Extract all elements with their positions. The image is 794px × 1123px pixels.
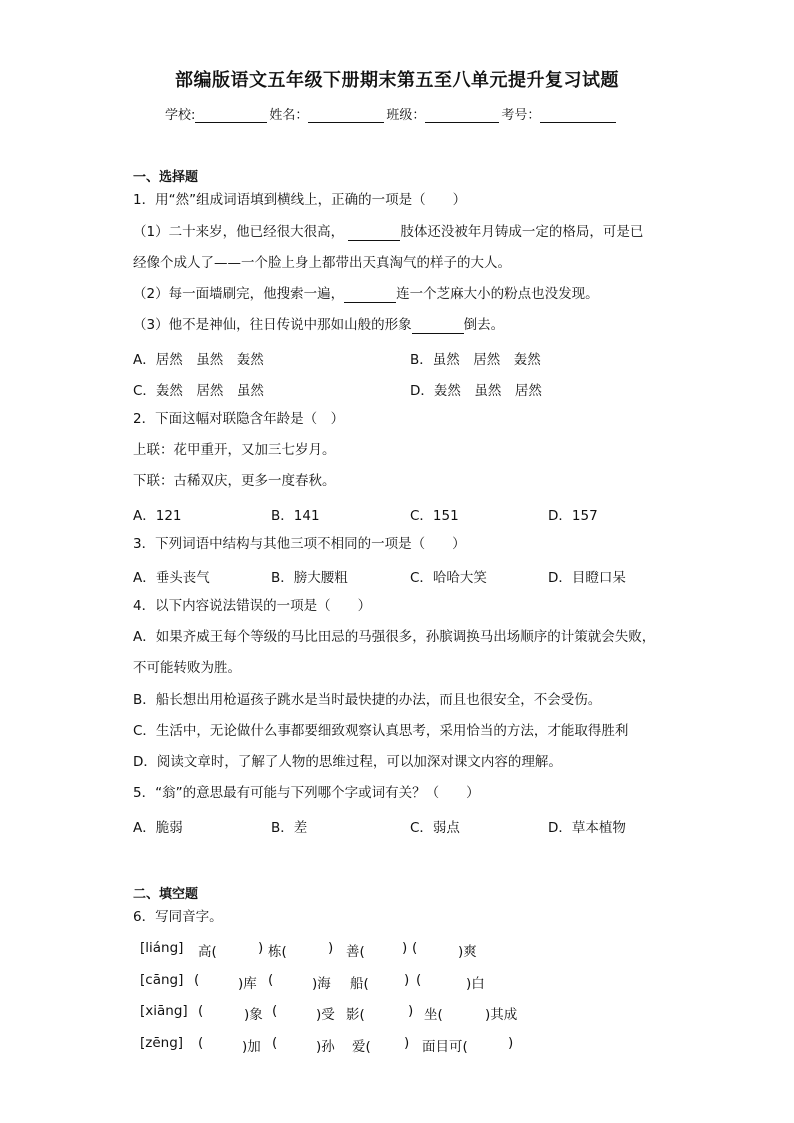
q6-text: ( <box>272 1035 278 1051</box>
q2-stem: 2．下面这幅对联隐含年龄是（ ） <box>133 411 345 427</box>
q3-option-a[interactable]: A．垂头丧气 <box>133 570 210 586</box>
section-heading-fill: 二、填空题 <box>133 887 199 902</box>
q6-text: ( <box>272 1003 278 1019</box>
school-blank[interactable] <box>195 108 267 123</box>
q1-s1-post: 肢体还没被年月铸成一定的格局，可是已 <box>400 224 644 240</box>
q1-sentence-1-cont: 经像个成人了——一个脸上身上都带出天真淘气的样子的大人。 <box>133 255 511 271</box>
pinyin-label: [zēng] <box>140 1035 184 1051</box>
q1-option-d[interactable]: D．轰然 虽然 居然 <box>410 383 542 399</box>
q6-text: ) <box>258 940 264 956</box>
pinyin-label: [xiāng] <box>140 1003 188 1019</box>
q1-blank-3[interactable] <box>412 319 464 334</box>
q3-option-d[interactable]: D．目瞪口呆 <box>548 570 626 586</box>
section-heading-choice: 一、选择题 <box>133 170 199 185</box>
q6-row <box>140 1035 540 1053</box>
q4-option-c[interactable]: C．生活中，无论做什么事都要细致观察认真思考，采用恰当的方法，才能取得胜利 <box>133 723 629 739</box>
school-label: 学校: <box>165 108 196 123</box>
student-info-line <box>165 104 618 123</box>
exam-no-blank[interactable] <box>540 108 616 123</box>
q1-blank-1[interactable] <box>348 226 400 241</box>
q6-row <box>140 1003 540 1021</box>
q5-stem: 5．“翁”的意思最有可能与下列哪个字或词有关？（ ） <box>133 785 480 801</box>
q1-blank-2[interactable] <box>344 288 396 303</box>
q5-option-b[interactable]: B．差 <box>271 820 308 836</box>
q6-text: )孙 <box>316 1039 335 1055</box>
q6-text: )库 <box>238 976 257 992</box>
q1-sentence-2 <box>133 285 599 303</box>
q2-option-c[interactable]: C．151 <box>410 508 459 524</box>
q5-option-d[interactable]: D．草本植物 <box>548 820 626 836</box>
q1-s3-pre: （3）他不是神仙，往日传说中那如山般的形象 <box>133 317 412 333</box>
q4-option-a[interactable]: A．如果齐威王每个等级的马比田忌的马强很多，孙膑调换马出场顺序的计策就会失败， <box>133 629 656 645</box>
q6-text: 影( <box>346 1007 365 1023</box>
q6-stem: 6．写同音字。 <box>133 909 223 925</box>
q6-text: ) <box>508 1035 514 1051</box>
q2-upper-couplet: 上联：花甲重开，又加三七岁月。 <box>133 442 336 458</box>
q1-s3-post: 倒去。 <box>463 317 505 333</box>
q4-option-d[interactable]: D．阅读文章时，了解了人物的思维过程，可以加深对课文内容的理解。 <box>133 754 562 770</box>
q1-option-b[interactable]: B．虽然 居然 轰然 <box>410 352 541 368</box>
q6-text: )白 <box>466 976 485 992</box>
q3-option-c[interactable]: C．哈哈大笑 <box>410 570 487 586</box>
class-label: 班级： <box>386 108 426 123</box>
q6-text: ( <box>194 972 200 988</box>
pinyin-label: [cāng] <box>140 972 184 988</box>
q1-s1-pre: （1）二十来岁，他已经很大很高， <box>133 224 345 240</box>
q2-option-b[interactable]: B．141 <box>271 508 320 524</box>
exam-no-label: 考号： <box>501 108 541 123</box>
q6-text: 爱( <box>352 1039 371 1055</box>
q6-text: ( <box>198 1035 204 1051</box>
q6-text: ( <box>198 1003 204 1019</box>
q1-s2-pre: （2）每一面墙刷完，他搜索一遍， <box>133 286 345 302</box>
q6-text: ) <box>404 1035 410 1051</box>
name-blank[interactable] <box>308 108 384 123</box>
q6-text: )海 <box>312 976 331 992</box>
q6-text: ( <box>416 972 422 988</box>
q6-text: ( <box>412 940 418 956</box>
q6-text: 坐( <box>424 1007 443 1023</box>
page-title: 部编版语文五年级下册期末第五至八单元提升复习试题 <box>175 70 619 91</box>
q6-text: 高( <box>198 944 217 960</box>
q4-option-a-cont: 不可能转败为胜。 <box>133 660 241 676</box>
q1-stem: 1．用“然”组成词语填到横线上，正确的一项是（ ） <box>133 192 467 208</box>
q6-text: 栋( <box>268 944 287 960</box>
q1-sentence-1 <box>133 223 643 241</box>
q6-text: ( <box>268 972 274 988</box>
q3-stem: 3．下列词语中结构与其他三项不相同的一项是（ ） <box>133 536 466 552</box>
q2-lower-couplet: 下联：古稀双庆，更多一度春秋。 <box>133 473 336 489</box>
q6-text: 善( <box>346 944 365 960</box>
pinyin-label: [liáng] <box>140 940 184 956</box>
q5-option-a[interactable]: A．脆弱 <box>133 820 183 836</box>
q2-option-a[interactable]: A．121 <box>133 508 182 524</box>
q4-option-b[interactable]: B．船长想出用枪逼孩子跳水是当时最快捷的办法，而且也很安全，不会受伤。 <box>133 692 602 708</box>
q6-text: 船( <box>350 976 369 992</box>
q1-option-a[interactable]: A．居然 虽然 轰然 <box>133 352 264 368</box>
q6-row <box>140 972 540 990</box>
q6-text: )加 <box>242 1039 261 1055</box>
q3-option-b[interactable]: B．膀大腰粗 <box>271 570 348 586</box>
q6-text: ) <box>402 940 408 956</box>
q6-text: ) <box>408 1003 414 1019</box>
q6-text: )爽 <box>458 944 477 960</box>
q1-s2-post: 连一个芝麻大小的粉点也没发现。 <box>396 286 599 302</box>
q6-text: )受 <box>316 1007 335 1023</box>
q6-text: )象 <box>244 1007 263 1023</box>
q6-text: ) <box>404 972 410 988</box>
q2-option-d[interactable]: D．157 <box>548 508 598 524</box>
q6-text: )其成 <box>485 1007 518 1023</box>
class-blank[interactable] <box>425 108 499 123</box>
q5-option-c[interactable]: C．弱点 <box>410 820 460 836</box>
q6-text: ) <box>328 940 334 956</box>
q6-text: 面目可( <box>422 1039 468 1055</box>
q1-sentence-3 <box>133 316 504 334</box>
name-label: 姓名： <box>269 108 309 123</box>
q1-option-c[interactable]: C．轰然 居然 虽然 <box>133 383 264 399</box>
q4-stem: 4．以下内容说法错误的一项是（ ） <box>133 598 372 614</box>
q6-row <box>140 940 540 958</box>
